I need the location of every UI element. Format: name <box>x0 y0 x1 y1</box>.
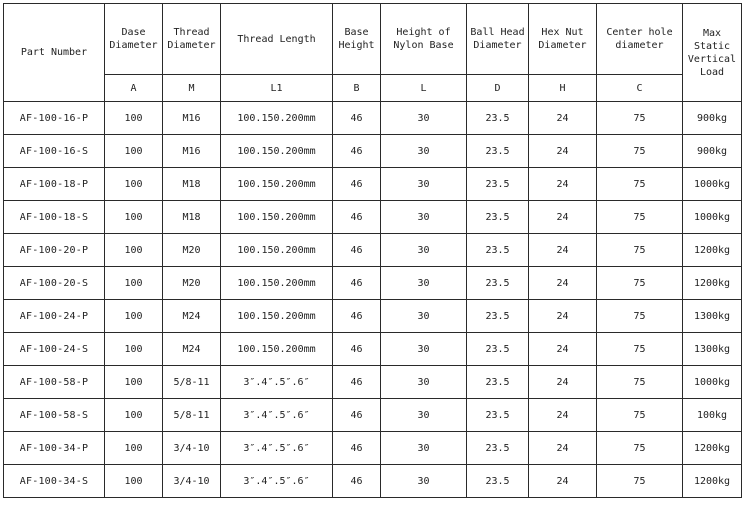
cell-hex-nut-diameter: 24 <box>529 366 597 399</box>
cell-ball-head-diameter: 23.5 <box>467 201 529 234</box>
header-center-hole-diameter: Center hole diameter <box>597 4 683 75</box>
header-nylon-base-height: Height of Nylon Base <box>381 4 467 75</box>
cell-thread-diameter: M18 <box>163 168 221 201</box>
cell-thread-diameter: M24 <box>163 300 221 333</box>
cell-nylon-base-height: 30 <box>381 135 467 168</box>
cell-part-number: AF-100-16-S <box>4 135 105 168</box>
cell-nylon-base-height: 30 <box>381 201 467 234</box>
cell-thread-length: 3″.4″.5″.6″ <box>221 366 333 399</box>
cell-center-hole-diameter: 75 <box>597 102 683 135</box>
cell-hex-nut-diameter: 24 <box>529 234 597 267</box>
cell-nylon-base-height: 30 <box>381 102 467 135</box>
cell-part-number: AF-100-18-P <box>4 168 105 201</box>
cell-thread-length: 3″.4″.5″.6″ <box>221 432 333 465</box>
cell-nylon-base-height: 30 <box>381 168 467 201</box>
table-row <box>4 300 742 333</box>
cell-max-load: 1000kg <box>683 168 742 201</box>
cell-center-hole-diameter: 75 <box>597 201 683 234</box>
header-ball-head-diameter: Ball Head Diameter <box>467 4 529 75</box>
cell-part-number: AF-100-18-S <box>4 201 105 234</box>
cell-part-number: AF-100-58-S <box>4 399 105 432</box>
cell-base-diameter: 100 <box>105 267 163 300</box>
cell-base-diameter: 100 <box>105 465 163 498</box>
cell-ball-head-diameter: 23.5 <box>467 300 529 333</box>
cell-base-height: 46 <box>333 135 381 168</box>
cell-base-height: 46 <box>333 201 381 234</box>
cell-nylon-base-height: 30 <box>381 333 467 366</box>
cell-hex-nut-diameter: 24 <box>529 300 597 333</box>
cell-max-load: 1300kg <box>683 333 742 366</box>
table-row <box>4 267 742 300</box>
code-ball-head-diameter: D <box>467 75 529 102</box>
cell-base-height: 46 <box>333 366 381 399</box>
cell-base-diameter: 100 <box>105 201 163 234</box>
cell-thread-diameter: M16 <box>163 135 221 168</box>
cell-hex-nut-diameter: 24 <box>529 168 597 201</box>
cell-base-diameter: 100 <box>105 234 163 267</box>
cell-thread-length: 100.150.200mm <box>221 333 333 366</box>
cell-thread-diameter: M20 <box>163 234 221 267</box>
table-row <box>4 399 742 432</box>
header-code-row <box>4 75 742 102</box>
cell-max-load: 1300kg <box>683 300 742 333</box>
cell-ball-head-diameter: 23.5 <box>467 234 529 267</box>
cell-hex-nut-diameter: 24 <box>529 267 597 300</box>
cell-max-load: 900kg <box>683 102 742 135</box>
header-base-height: Base Height <box>333 4 381 75</box>
table-row <box>4 234 742 267</box>
cell-thread-diameter: M24 <box>163 333 221 366</box>
cell-max-load: 1000kg <box>683 201 742 234</box>
cell-thread-length: 100.150.200mm <box>221 102 333 135</box>
code-nylon-base-height: L <box>381 75 467 102</box>
cell-part-number: AF-100-24-P <box>4 300 105 333</box>
cell-max-load: 1000kg <box>683 366 742 399</box>
cell-thread-diameter: 5/8-11 <box>163 366 221 399</box>
cell-center-hole-diameter: 75 <box>597 333 683 366</box>
cell-max-load: 1200kg <box>683 267 742 300</box>
cell-base-height: 46 <box>333 168 381 201</box>
cell-ball-head-diameter: 23.5 <box>467 333 529 366</box>
cell-base-height: 46 <box>333 102 381 135</box>
cell-thread-diameter: 3/4-10 <box>163 432 221 465</box>
code-base-height: B <box>333 75 381 102</box>
cell-ball-head-diameter: 23.5 <box>467 432 529 465</box>
cell-max-load: 1200kg <box>683 234 742 267</box>
cell-hex-nut-diameter: 24 <box>529 465 597 498</box>
cell-base-height: 46 <box>333 399 381 432</box>
cell-nylon-base-height: 30 <box>381 234 467 267</box>
cell-ball-head-diameter: 23.5 <box>467 135 529 168</box>
cell-part-number: AF-100-34-S <box>4 465 105 498</box>
cell-base-diameter: 100 <box>105 399 163 432</box>
table-body <box>4 102 742 498</box>
table-row <box>4 432 742 465</box>
table-row <box>4 333 742 366</box>
cell-thread-length: 100.150.200mm <box>221 267 333 300</box>
header-base-diameter: Dase Diameter <box>105 4 163 75</box>
code-thread-length: L1 <box>221 75 333 102</box>
cell-max-load: 100kg <box>683 399 742 432</box>
cell-center-hole-diameter: 75 <box>597 465 683 498</box>
cell-part-number: AF-100-34-P <box>4 432 105 465</box>
cell-hex-nut-diameter: 24 <box>529 102 597 135</box>
cell-base-diameter: 100 <box>105 300 163 333</box>
header-hex-nut-diameter: Hex Nut Diameter <box>529 4 597 75</box>
cell-ball-head-diameter: 23.5 <box>467 102 529 135</box>
header-thread-diameter: Thread Diameter <box>163 4 221 75</box>
cell-part-number: AF-100-20-P <box>4 234 105 267</box>
cell-thread-diameter: 3/4-10 <box>163 465 221 498</box>
table-row <box>4 168 742 201</box>
cell-center-hole-diameter: 75 <box>597 234 683 267</box>
header-part-number: Part Number <box>4 4 105 102</box>
spec-table <box>3 3 742 498</box>
cell-thread-length: 100.150.200mm <box>221 201 333 234</box>
cell-hex-nut-diameter: 24 <box>529 399 597 432</box>
cell-base-height: 46 <box>333 234 381 267</box>
cell-ball-head-diameter: 23.5 <box>467 168 529 201</box>
cell-center-hole-diameter: 75 <box>597 267 683 300</box>
code-base-diameter: A <box>105 75 163 102</box>
cell-base-height: 46 <box>333 300 381 333</box>
cell-thread-length: 100.150.200mm <box>221 168 333 201</box>
table-row <box>4 102 742 135</box>
cell-part-number: AF-100-58-P <box>4 366 105 399</box>
cell-base-height: 46 <box>333 432 381 465</box>
table-row <box>4 465 742 498</box>
code-center-hole-diameter: C <box>597 75 683 102</box>
cell-nylon-base-height: 30 <box>381 366 467 399</box>
cell-ball-head-diameter: 23.5 <box>467 267 529 300</box>
cell-hex-nut-diameter: 24 <box>529 201 597 234</box>
cell-base-diameter: 100 <box>105 168 163 201</box>
cell-thread-length: 100.150.200mm <box>221 300 333 333</box>
cell-center-hole-diameter: 75 <box>597 300 683 333</box>
cell-nylon-base-height: 30 <box>381 300 467 333</box>
code-thread-diameter: M <box>163 75 221 102</box>
cell-base-diameter: 100 <box>105 432 163 465</box>
cell-max-load: 900kg <box>683 135 742 168</box>
cell-center-hole-diameter: 75 <box>597 399 683 432</box>
cell-thread-length: 3″.4″.5″.6″ <box>221 399 333 432</box>
cell-center-hole-diameter: 75 <box>597 168 683 201</box>
cell-part-number: AF-100-16-P <box>4 102 105 135</box>
spec-sheet <box>3 3 741 513</box>
cell-ball-head-diameter: 23.5 <box>467 399 529 432</box>
cell-nylon-base-height: 30 <box>381 432 467 465</box>
cell-part-number: AF-100-20-S <box>4 267 105 300</box>
cell-thread-diameter: M16 <box>163 102 221 135</box>
cell-base-height: 46 <box>333 333 381 366</box>
cell-thread-length: 100.150.200mm <box>221 234 333 267</box>
cell-thread-diameter: 5/8-11 <box>163 399 221 432</box>
cell-center-hole-diameter: 75 <box>597 366 683 399</box>
cell-base-height: 46 <box>333 465 381 498</box>
header-row <box>4 4 742 75</box>
cell-base-diameter: 100 <box>105 333 163 366</box>
cell-max-load: 1200kg <box>683 465 742 498</box>
table-row <box>4 366 742 399</box>
cell-part-number: AF-100-24-S <box>4 333 105 366</box>
table-row <box>4 201 742 234</box>
cell-center-hole-diameter: 75 <box>597 135 683 168</box>
cell-ball-head-diameter: 23.5 <box>467 366 529 399</box>
cell-base-diameter: 100 <box>105 366 163 399</box>
cell-center-hole-diameter: 75 <box>597 432 683 465</box>
cell-thread-diameter: M20 <box>163 267 221 300</box>
cell-thread-length: 100.150.200mm <box>221 135 333 168</box>
cell-base-diameter: 100 <box>105 102 163 135</box>
cell-hex-nut-diameter: 24 <box>529 333 597 366</box>
cell-thread-length: 3″.4″.5″.6″ <box>221 465 333 498</box>
cell-base-height: 46 <box>333 267 381 300</box>
cell-max-load: 1200kg <box>683 432 742 465</box>
cell-base-diameter: 100 <box>105 135 163 168</box>
cell-hex-nut-diameter: 24 <box>529 432 597 465</box>
table-row <box>4 135 742 168</box>
code-hex-nut-diameter: H <box>529 75 597 102</box>
cell-nylon-base-height: 30 <box>381 465 467 498</box>
cell-hex-nut-diameter: 24 <box>529 135 597 168</box>
cell-nylon-base-height: 30 <box>381 399 467 432</box>
header-thread-length: Thread Length <box>221 4 333 75</box>
cell-nylon-base-height: 30 <box>381 267 467 300</box>
cell-ball-head-diameter: 23.5 <box>467 465 529 498</box>
cell-thread-diameter: M18 <box>163 201 221 234</box>
header-max-load: Max Static Vertical Load <box>683 4 742 102</box>
